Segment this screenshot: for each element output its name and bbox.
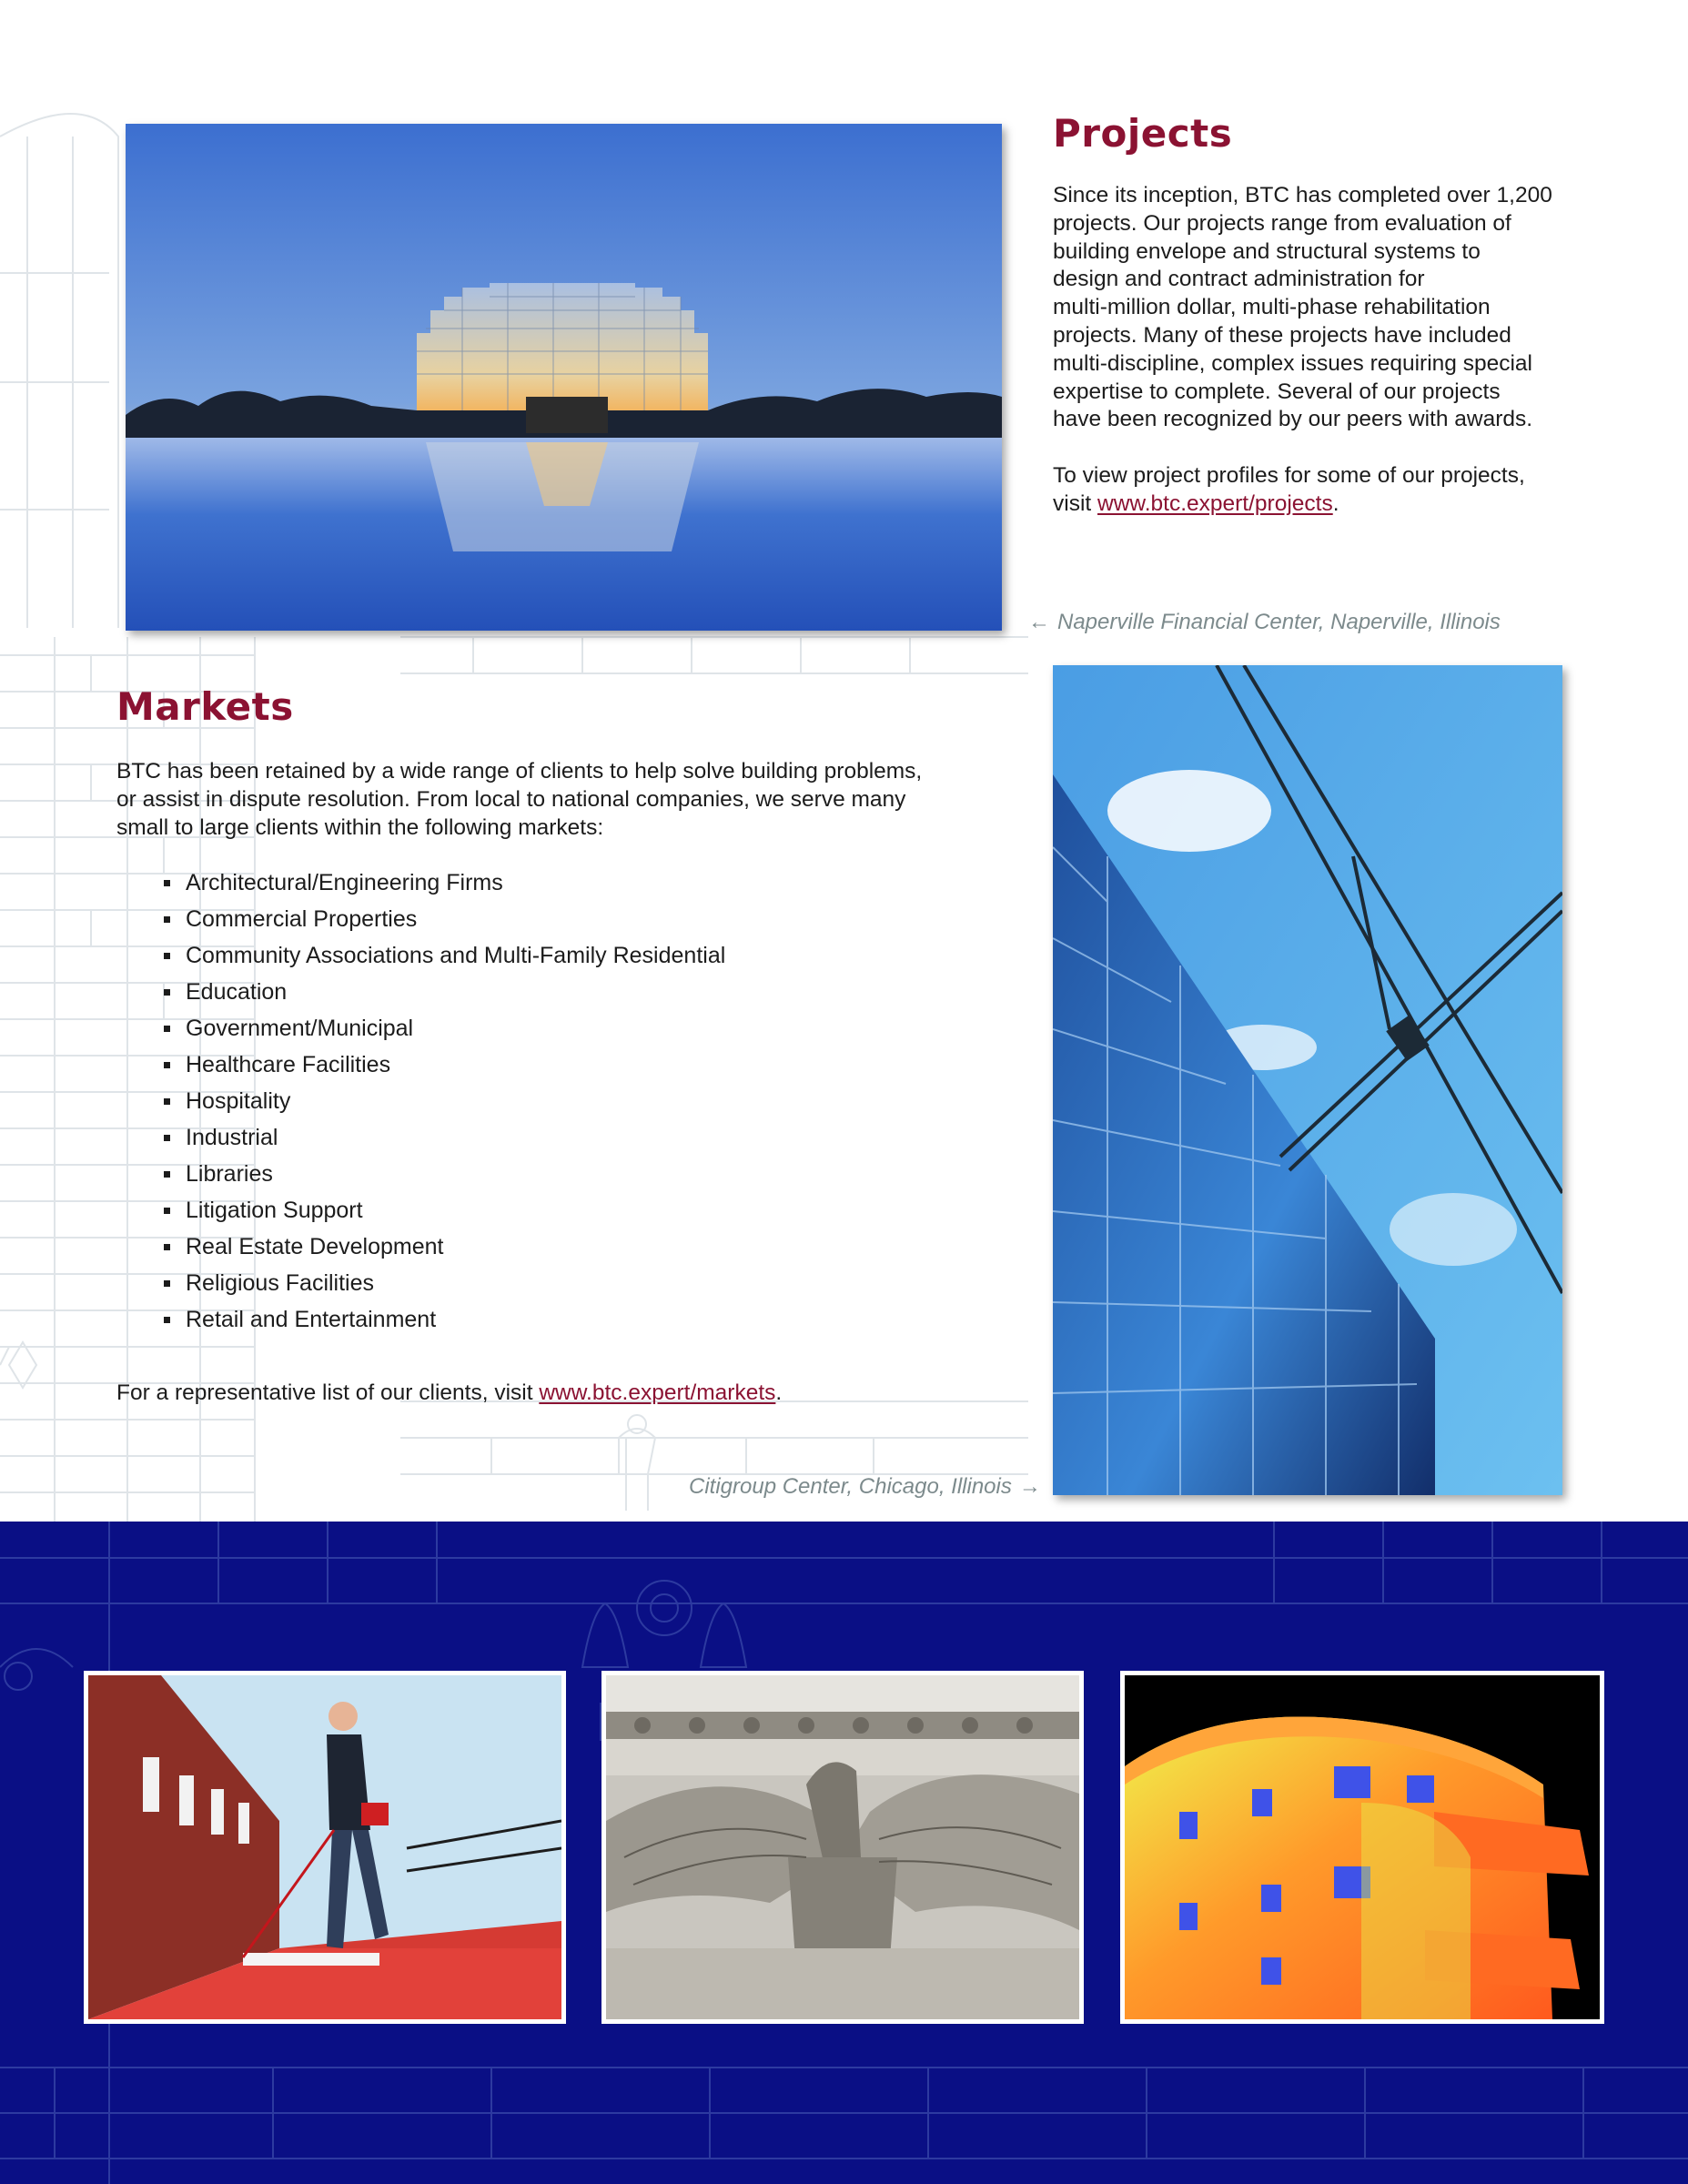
markets-link-line [116, 1380, 782, 1408]
list-item-label: Community Associations and Multi-Family Residential [186, 943, 726, 968]
citigroup-center-photo [1053, 665, 1562, 1495]
markets-intro-line: BTC has been retained by a wide range of clients to help solve building problems, [116, 759, 923, 784]
arrow-right-icon: → [1018, 1474, 1041, 1499]
markets-intro-line: small to large clients within the following markets: [116, 815, 604, 840]
projects-body-line: have been recognized by our peers with awards. [1053, 407, 1533, 432]
projects-body-line: expertise to complete. Several of our projects [1053, 379, 1501, 404]
list-item [164, 901, 725, 937]
list-item-label: Litigation Support [186, 1198, 363, 1223]
naperville-caption-text: Naperville Financial Center, Naperville, Illinois [1057, 610, 1501, 634]
thermal-image-photo [1120, 1671, 1604, 2024]
list-item-label: Libraries [186, 1161, 273, 1187]
list-item [164, 1192, 725, 1228]
list-item-label: Government/Municipal [186, 1016, 414, 1041]
projects-body-line: Since its inception, BTC has completed over 1,200 [1053, 183, 1552, 207]
list-item-label: Retail and Entertainment [186, 1307, 437, 1332]
projects-link-suffix: . [1332, 490, 1339, 516]
markets-link-suffix: . [775, 1380, 783, 1405]
list-item-label: Industrial [186, 1125, 278, 1150]
projects-link-prefix: visit [1053, 490, 1097, 516]
bullet-icon [164, 1244, 170, 1250]
list-item-label: Religious Facilities [186, 1270, 375, 1296]
list-item [164, 974, 725, 1010]
bullet-icon [164, 1026, 170, 1032]
bullet-icon [164, 1135, 170, 1141]
list-item-label: Education [186, 979, 288, 1005]
projects-link-intro: To view project profiles for some of our projects, [1053, 462, 1525, 488]
list-item [164, 864, 725, 901]
list-item [164, 1156, 725, 1192]
eagle-sculpture-photo [601, 1671, 1084, 2024]
roof-inspection-photo [84, 1671, 566, 2024]
list-item-label: Architectural/Engineering Firms [186, 870, 503, 895]
bullet-icon [164, 1171, 170, 1178]
markets-list [164, 864, 725, 1338]
bullet-icon [164, 916, 170, 923]
projects-body-line: multi-million dollar, multi-phase rehabilitation [1053, 295, 1491, 320]
list-item [164, 1010, 725, 1046]
citigroup-caption-text: Citigroup Center, Chicago, Illinois [689, 1474, 1012, 1499]
arrow-left-icon: ← [1028, 610, 1050, 634]
list-item-label: Hospitality [186, 1088, 291, 1114]
markets-intro [116, 757, 922, 842]
list-item-label: Real Estate Development [186, 1234, 444, 1259]
list-item [164, 1228, 725, 1265]
projects-heading: Projects [1053, 111, 1233, 156]
naperville-financial-center-photo [126, 124, 1002, 631]
naperville-caption [1021, 610, 1501, 635]
citigroup-caption [689, 1474, 1048, 1500]
list-item [164, 937, 725, 974]
bullet-icon [164, 989, 170, 996]
list-item [164, 1265, 725, 1301]
markets-heading: Markets [116, 684, 294, 729]
projects-body-line: design and contract administration for [1053, 267, 1425, 292]
list-item [164, 1119, 725, 1156]
list-item-label: Healthcare Facilities [186, 1052, 391, 1077]
projects-body-line: projects. Our projects range from evaluation of [1053, 210, 1511, 236]
bullet-icon [164, 1208, 170, 1214]
bullet-icon [164, 1062, 170, 1068]
projects-link-line [1053, 490, 1552, 519]
projects-description [1053, 182, 1552, 519]
markets-link-paragraph [116, 1380, 782, 1408]
list-item-label: Commercial Properties [186, 906, 418, 932]
bullet-icon [164, 1280, 170, 1287]
markets-link[interactable]: www.btc.expert/markets [539, 1380, 776, 1405]
projects-link[interactable]: www.btc.expert/projects [1097, 490, 1333, 516]
markets-intro-line: or assist in dispute resolution. From local to national companies, we serve many [116, 787, 906, 812]
projects-body-line: multi-discipline, complex issues requiring special [1053, 350, 1532, 376]
list-item [164, 1301, 725, 1338]
list-item [164, 1083, 725, 1119]
markets-link-prefix: For a representative list of our clients, visit [116, 1380, 540, 1405]
bullet-icon [164, 1098, 170, 1105]
bullet-icon [164, 880, 170, 886]
bullet-icon [164, 1317, 170, 1323]
projects-body-line: building envelope and structural systems to [1053, 238, 1481, 264]
list-item [164, 1046, 725, 1083]
projects-body-line: projects. Many of these projects have included [1053, 322, 1511, 348]
bullet-icon [164, 953, 170, 959]
